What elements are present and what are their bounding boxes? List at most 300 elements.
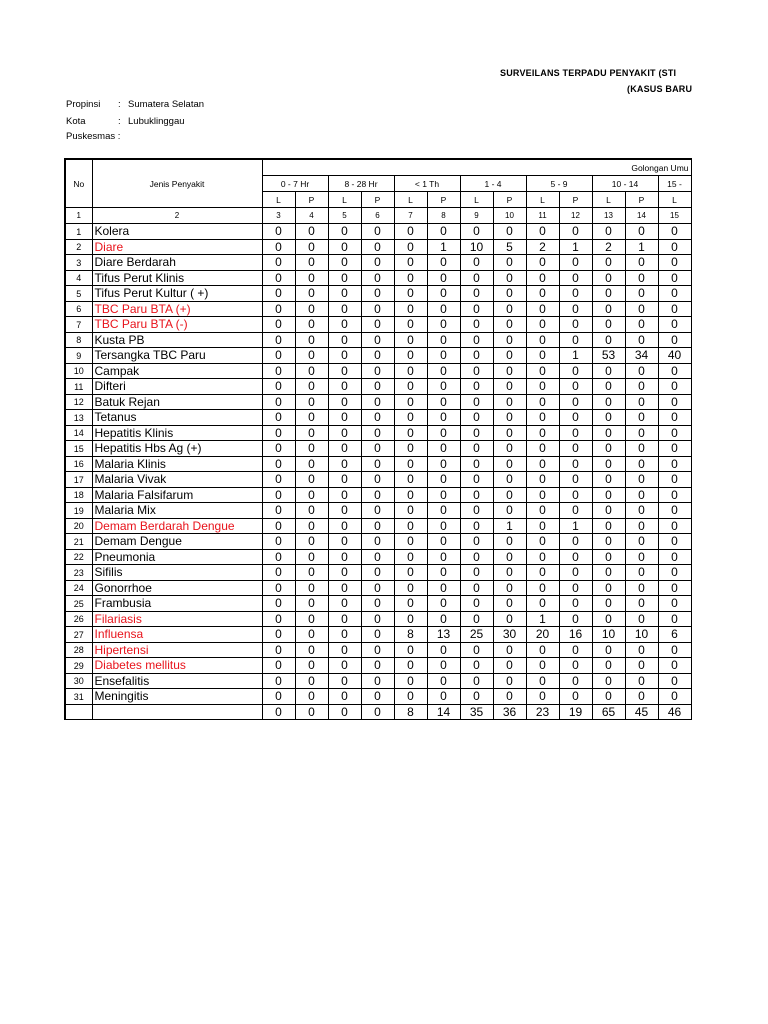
case-count: 0 (427, 642, 460, 658)
table-row (65, 565, 691, 581)
case-count: 0 (427, 487, 460, 503)
header-sex: P (427, 192, 460, 208)
case-count: 0 (493, 689, 526, 705)
case-count: 0 (295, 441, 328, 457)
meta-sep: : (118, 99, 121, 110)
case-count: 0 (460, 549, 493, 565)
table-row (65, 379, 691, 395)
case-count: 0 (526, 363, 559, 379)
header-age-group: 0 - 7 Hr (262, 176, 328, 192)
header-jenis-penyakit: Jenis Penyakit (92, 159, 262, 208)
case-count: 34 (625, 348, 658, 364)
case-count: 0 (658, 611, 691, 627)
case-count: 0 (526, 286, 559, 302)
case-count: 0 (625, 596, 658, 612)
case-count: 0 (361, 286, 394, 302)
case-count: 0 (658, 239, 691, 255)
disease-name: Malaria Mix (92, 503, 262, 519)
case-count: 0 (295, 456, 328, 472)
row-number: 7 (65, 317, 92, 333)
case-count: 0 (328, 487, 361, 503)
case-count: 0 (295, 487, 328, 503)
case-count: 0 (493, 487, 526, 503)
case-count: 0 (559, 472, 592, 488)
case-count: 0 (361, 627, 394, 643)
meta-puskesmas (66, 131, 120, 142)
case-count: 0 (328, 503, 361, 519)
case-count: 0 (625, 456, 658, 472)
case-count: 0 (394, 301, 427, 317)
case-count: 0 (394, 270, 427, 286)
case-count: 0 (625, 472, 658, 488)
case-count: 0 (361, 549, 394, 565)
case-count: 0 (526, 518, 559, 534)
case-count: 0 (625, 549, 658, 565)
case-count: 0 (460, 534, 493, 550)
header-col-number: 11 (526, 208, 559, 224)
case-count: 0 (493, 658, 526, 674)
case-count: 0 (394, 332, 427, 348)
case-count: 0 (328, 456, 361, 472)
case-count: 0 (625, 658, 658, 674)
case-count: 0 (460, 472, 493, 488)
case-count: 0 (526, 673, 559, 689)
header-sex: L (460, 192, 493, 208)
case-count: 0 (493, 270, 526, 286)
case-count: 0 (460, 286, 493, 302)
case-count: 0 (592, 379, 625, 395)
case-count: 0 (625, 611, 658, 627)
case-count: 0 (361, 456, 394, 472)
header-sex: L (328, 192, 361, 208)
case-count: 0 (361, 503, 394, 519)
case-count: 0 (262, 224, 295, 240)
case-count: 0 (460, 673, 493, 689)
disease-name: Ensefalitis (92, 673, 262, 689)
disease-name: Pneumonia (92, 549, 262, 565)
disease-name: Difteri (92, 379, 262, 395)
case-count: 0 (394, 425, 427, 441)
table-row (65, 425, 691, 441)
case-count: 0 (460, 270, 493, 286)
case-count: 0 (427, 503, 460, 519)
case-count: 0 (658, 224, 691, 240)
case-count: 0 (460, 301, 493, 317)
row-number: 3 (65, 255, 92, 271)
case-count: 0 (493, 255, 526, 271)
case-count: 0 (658, 472, 691, 488)
case-count: 0 (328, 394, 361, 410)
case-count: 0 (361, 410, 394, 426)
disease-name: Filariasis (92, 611, 262, 627)
case-count: 0 (262, 565, 295, 581)
case-count: 0 (625, 255, 658, 271)
disease-name: Diare (92, 239, 262, 255)
row-number: 1 (65, 224, 92, 240)
row-number: 20 (65, 518, 92, 534)
row-number: 2 (65, 239, 92, 255)
disease-name: Demam Dengue (92, 534, 262, 550)
case-count: 0 (295, 224, 328, 240)
case-count: 0 (493, 410, 526, 426)
case-count: 0 (625, 317, 658, 333)
case-count: 0 (394, 580, 427, 596)
case-count: 0 (361, 255, 394, 271)
case-count: 0 (427, 689, 460, 705)
case-count: 10 (625, 627, 658, 643)
case-count: 0 (295, 472, 328, 488)
case-count: 6 (658, 627, 691, 643)
table-row (65, 487, 691, 503)
row-number: 11 (65, 379, 92, 395)
case-count: 0 (625, 487, 658, 503)
case-count: 0 (559, 255, 592, 271)
case-count: 0 (427, 456, 460, 472)
disease-name: Hipertensi (92, 642, 262, 658)
report-title: SURVEILANS TERPADU PENYAKIT (STI (500, 68, 677, 78)
table-row (65, 239, 691, 255)
case-count: 0 (262, 503, 295, 519)
case-count: 0 (295, 658, 328, 674)
table-row (65, 441, 691, 457)
case-count: 0 (361, 658, 394, 674)
table-row (65, 255, 691, 271)
table-row (65, 363, 691, 379)
case-count: 0 (592, 580, 625, 596)
case-count: 0 (262, 441, 295, 457)
table-row (65, 332, 691, 348)
header-col-number: 10 (493, 208, 526, 224)
case-count: 1 (625, 239, 658, 255)
case-count: 0 (295, 270, 328, 286)
case-count: 0 (394, 317, 427, 333)
case-count: 0 (493, 441, 526, 457)
case-count: 0 (526, 596, 559, 612)
case-count: 0 (559, 317, 592, 333)
case-count: 0 (427, 425, 460, 441)
row-number: 24 (65, 580, 92, 596)
case-count: 0 (493, 425, 526, 441)
header-col-number: 4 (295, 208, 328, 224)
case-count: 0 (460, 565, 493, 581)
case-count: 0 (394, 549, 427, 565)
case-count: 0 (361, 239, 394, 255)
case-count: 0 (526, 503, 559, 519)
row-number: 16 (65, 456, 92, 472)
case-count: 0 (262, 332, 295, 348)
row-number: 21 (65, 534, 92, 550)
case-count: 0 (328, 255, 361, 271)
case-count: 0 (328, 611, 361, 627)
case-count: 0 (526, 332, 559, 348)
case-count: 0 (361, 379, 394, 395)
row-number: 26 (65, 611, 92, 627)
case-count: 0 (295, 348, 328, 364)
header-sex: P (493, 192, 526, 208)
case-count: 0 (559, 503, 592, 519)
case-count: 0 (427, 348, 460, 364)
case-count: 0 (394, 363, 427, 379)
case-count: 0 (361, 673, 394, 689)
case-count: 0 (262, 363, 295, 379)
row-number: 4 (65, 270, 92, 286)
case-count: 0 (526, 301, 559, 317)
case-count: 0 (658, 673, 691, 689)
case-count: 0 (394, 224, 427, 240)
case-count: 0 (658, 534, 691, 550)
case-count: 0 (361, 425, 394, 441)
case-count: 0 (526, 441, 559, 457)
case-count: 0 (328, 472, 361, 488)
case-count: 10 (460, 239, 493, 255)
report-subtitle: (KASUS BARU (627, 84, 693, 94)
row-number: 23 (65, 565, 92, 581)
case-count: 0 (262, 518, 295, 534)
case-count: 0 (493, 580, 526, 596)
case-count: 0 (493, 363, 526, 379)
header-sex: L (262, 192, 295, 208)
total-count: 23 (526, 704, 559, 720)
case-count: 0 (559, 456, 592, 472)
case-count: 0 (592, 658, 625, 674)
case-count: 0 (526, 472, 559, 488)
case-count: 0 (625, 410, 658, 426)
case-count: 0 (658, 565, 691, 581)
case-count: 0 (592, 518, 625, 534)
header-sex: L (658, 192, 691, 208)
case-count: 0 (460, 658, 493, 674)
disease-name: Diabetes mellitus (92, 658, 262, 674)
case-count: 0 (592, 286, 625, 302)
case-count: 0 (625, 503, 658, 519)
row-number: 13 (65, 410, 92, 426)
header-sex: P (559, 192, 592, 208)
case-count: 0 (460, 317, 493, 333)
case-count: 0 (328, 348, 361, 364)
case-count: 0 (625, 689, 658, 705)
header-col-number: 1 (65, 208, 92, 224)
header-no: No (65, 159, 92, 208)
table-row (65, 348, 691, 364)
case-count: 0 (625, 441, 658, 457)
table-row (65, 224, 691, 240)
table-row (65, 689, 691, 705)
case-count: 0 (295, 596, 328, 612)
disease-name: Malaria Falsifarum (92, 487, 262, 503)
table-row (65, 301, 691, 317)
case-count: 0 (625, 379, 658, 395)
case-count: 0 (658, 379, 691, 395)
case-count: 0 (559, 611, 592, 627)
case-count: 0 (526, 580, 559, 596)
case-count: 0 (328, 410, 361, 426)
case-count: 0 (559, 270, 592, 286)
case-count: 0 (295, 301, 328, 317)
case-count: 0 (262, 394, 295, 410)
table-row (65, 611, 691, 627)
case-count: 0 (493, 317, 526, 333)
case-count: 0 (295, 379, 328, 395)
table-row (65, 394, 691, 410)
case-count: 0 (262, 301, 295, 317)
total-count: 46 (658, 704, 691, 720)
table-row (65, 627, 691, 643)
case-count: 0 (493, 642, 526, 658)
row-number: 31 (65, 689, 92, 705)
meta-label: Kota (66, 116, 86, 127)
case-count: 0 (394, 286, 427, 302)
case-count: 0 (361, 518, 394, 534)
table-row (65, 286, 691, 302)
case-count: 0 (526, 270, 559, 286)
case-count: 0 (361, 611, 394, 627)
header-age-group: 10 - 14 (592, 176, 658, 192)
case-count: 0 (460, 363, 493, 379)
total-count: 0 (262, 704, 295, 720)
case-count: 0 (493, 534, 526, 550)
case-count: 0 (592, 270, 625, 286)
meta-sep: : (118, 116, 121, 127)
case-count: 0 (361, 534, 394, 550)
case-count: 0 (493, 379, 526, 395)
case-count: 0 (427, 301, 460, 317)
case-count: 20 (526, 627, 559, 643)
case-count: 1 (559, 518, 592, 534)
disease-table (64, 158, 692, 720)
case-count: 0 (460, 518, 493, 534)
case-count: 0 (526, 410, 559, 426)
case-count: 0 (559, 565, 592, 581)
case-count: 0 (328, 317, 361, 333)
case-count: 0 (394, 239, 427, 255)
table-row (65, 472, 691, 488)
case-count: 0 (427, 394, 460, 410)
case-count: 0 (328, 689, 361, 705)
total-count: 0 (328, 704, 361, 720)
case-count: 0 (427, 658, 460, 674)
table-row (65, 658, 691, 674)
totals-row (65, 704, 691, 720)
case-count: 0 (427, 518, 460, 534)
disease-name: TBC Paru BTA (-) (92, 317, 262, 333)
case-count: 0 (394, 673, 427, 689)
disease-name: Influensa (92, 627, 262, 643)
case-count: 0 (328, 658, 361, 674)
case-count: 0 (592, 363, 625, 379)
case-count: 0 (427, 565, 460, 581)
disease-name: Kolera (92, 224, 262, 240)
case-count: 0 (295, 317, 328, 333)
case-count: 0 (559, 642, 592, 658)
case-count: 0 (559, 410, 592, 426)
case-count: 0 (328, 673, 361, 689)
case-count: 0 (658, 394, 691, 410)
case-count: 0 (658, 255, 691, 271)
disease-name: Diare Berdarah (92, 255, 262, 271)
table-row (65, 580, 691, 596)
header-sex: L (526, 192, 559, 208)
disease-name: Tetanus (92, 410, 262, 426)
case-count: 0 (592, 487, 625, 503)
total-count: 0 (295, 704, 328, 720)
header-age-group: 8 - 28 Hr (328, 176, 394, 192)
case-count: 0 (658, 286, 691, 302)
case-count: 0 (262, 286, 295, 302)
case-count: 0 (592, 224, 625, 240)
disease-name: Tifus Perut Kultur ( +) (92, 286, 262, 302)
case-count: 0 (592, 301, 625, 317)
case-count: 0 (625, 224, 658, 240)
case-count: 0 (295, 425, 328, 441)
header-col-number: 3 (262, 208, 295, 224)
case-count: 0 (262, 410, 295, 426)
case-count: 0 (625, 394, 658, 410)
row-number: 22 (65, 549, 92, 565)
case-count: 0 (559, 580, 592, 596)
case-count: 0 (394, 518, 427, 534)
case-count: 0 (328, 627, 361, 643)
header-col-number: 2 (92, 208, 262, 224)
meta-propinsi (66, 99, 204, 110)
header-col-number: 5 (328, 208, 361, 224)
case-count: 0 (394, 611, 427, 627)
case-count: 0 (262, 549, 295, 565)
case-count: 0 (361, 642, 394, 658)
table-row (65, 518, 691, 534)
disease-name: Tersangka TBC Paru (92, 348, 262, 364)
case-count: 0 (427, 611, 460, 627)
case-count: 0 (559, 301, 592, 317)
case-count: 0 (328, 596, 361, 612)
header-col-number: 14 (625, 208, 658, 224)
case-count: 0 (592, 425, 625, 441)
row-number: 14 (65, 425, 92, 441)
case-count: 0 (295, 549, 328, 565)
disease-name: Gonorrhoe (92, 580, 262, 596)
table-row (65, 549, 691, 565)
disease-name: Campak (92, 363, 262, 379)
case-count: 0 (493, 348, 526, 364)
case-count: 0 (394, 503, 427, 519)
case-count: 0 (658, 425, 691, 441)
case-count: 0 (295, 410, 328, 426)
case-count: 0 (658, 317, 691, 333)
case-count: 0 (460, 332, 493, 348)
case-count: 0 (328, 239, 361, 255)
case-count: 0 (559, 534, 592, 550)
header-age-group: 15 - (658, 176, 691, 192)
row-number: 25 (65, 596, 92, 612)
case-count: 0 (592, 673, 625, 689)
case-count: 0 (262, 534, 295, 550)
case-count: 0 (592, 689, 625, 705)
total-count: 14 (427, 704, 460, 720)
case-count: 0 (493, 611, 526, 627)
case-count: 0 (295, 673, 328, 689)
case-count: 0 (592, 565, 625, 581)
case-count: 0 (394, 487, 427, 503)
header-sex: L (394, 192, 427, 208)
case-count: 0 (460, 379, 493, 395)
case-count: 0 (328, 518, 361, 534)
case-count: 0 (493, 456, 526, 472)
meta-kota (66, 116, 185, 127)
disease-name: Kusta PB (92, 332, 262, 348)
case-count: 0 (361, 348, 394, 364)
case-count: 0 (460, 441, 493, 457)
total-count: 8 (394, 704, 427, 720)
case-count: 0 (526, 658, 559, 674)
